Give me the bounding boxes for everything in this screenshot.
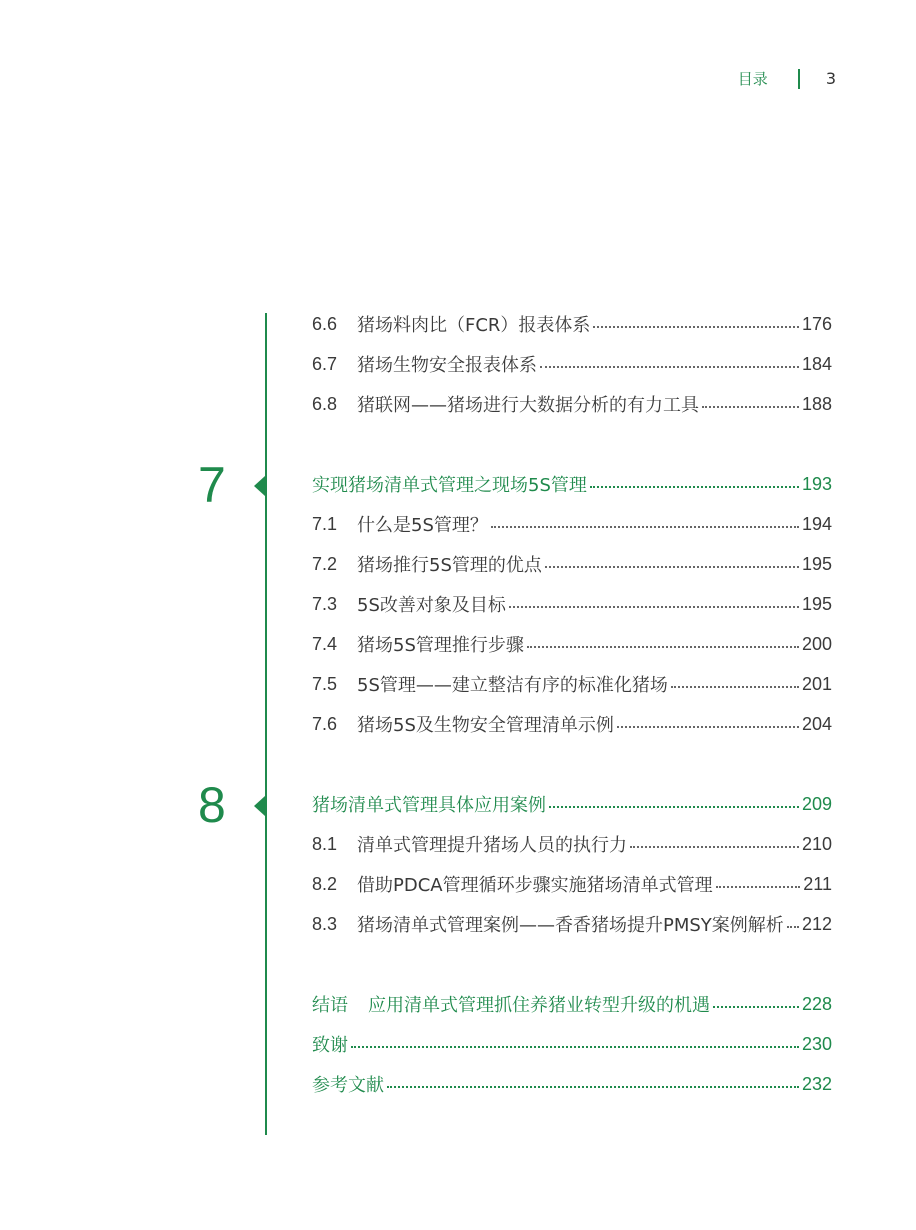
toc-endmatter-entry[interactable]: 参考文献 232 [312,1073,832,1096]
chapter-heading[interactable]: 猪场清单式管理具体应用案例 209 [312,793,832,816]
toc-entry[interactable]: 7.5 5S管理——建立整洁有序的标准化猪场 201 [312,673,832,696]
toc-endmatter-entry[interactable]: 结语 应用清单式管理抓住养猪业转型升级的机遇 228 [312,993,832,1016]
chapter-marker-icon [254,796,265,816]
toc-entry[interactable]: 6.7 猪场生物安全报表体系 184 [312,353,832,376]
chapter-heading[interactable]: 实现猪场清单式管理之现场5S管理 193 [312,473,832,496]
header-divider [798,69,800,89]
running-header [738,68,836,89]
toc-entry[interactable]: 8.3 猪场清单式管理案例——香香猪场提升PMSY案例解析 212 [312,913,832,936]
toc-entry[interactable]: 6.8 猪联网——猪场进行大数据分析的有力工具 188 [312,393,832,416]
page-number: 3 [825,69,836,88]
toc-entry[interactable]: 8.1 清单式管理提升猪场人员的执行力 210 [312,833,832,856]
toc-entry[interactable]: 7.3 5S改善对象及目标 195 [312,593,832,616]
chapter-number: 7 [198,457,226,513]
chapter-marker-icon [254,476,265,496]
toc-entry[interactable]: 7.1 什么是5S管理？ 194 [312,513,832,536]
section-label: 目录 [737,70,768,88]
toc-endmatter-entry[interactable]: 致谢 230 [312,1033,832,1056]
chapter-number: 8 [198,777,226,833]
toc-entry[interactable]: 8.2 借助PDCA管理循环步骤实施猪场清单式管理 211 [312,873,832,896]
toc-rule [265,313,267,1135]
toc-entry[interactable]: 7.2 猪场推行5S管理的优点 195 [312,553,832,576]
toc-entry[interactable]: 7.6 猪场5S及生物安全管理清单示例 204 [312,713,832,736]
toc-entry[interactable]: 7.4 猪场5S管理推行步骤 200 [312,633,832,656]
toc-entry[interactable]: 6.6 猪场料肉比（FCR）报表体系 176 [312,313,832,336]
